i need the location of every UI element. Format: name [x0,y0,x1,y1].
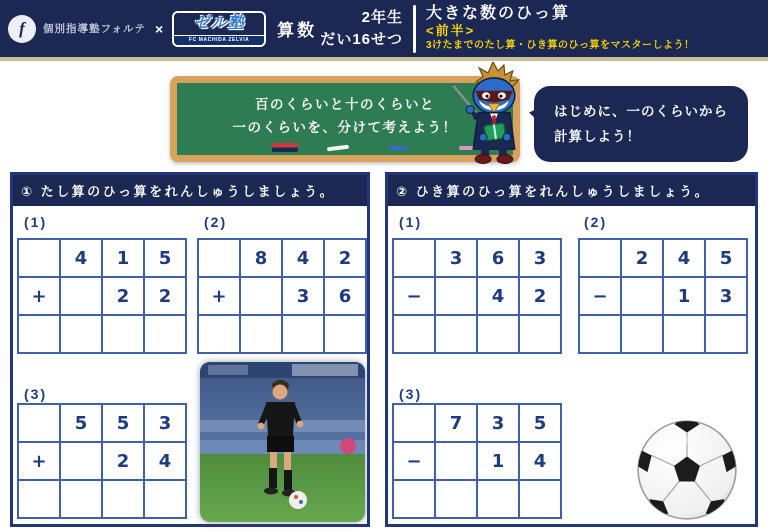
digit-cell: 5 [102,404,144,442]
zeljuku-logo [172,11,266,47]
answer-cell [18,404,60,442]
calc-grid-sub-3 [392,403,562,519]
answer-cell [393,239,435,277]
speech-line2: 計算しよう！ [554,128,641,144]
answer-cell [144,315,186,353]
answer-cell [621,277,663,315]
digit-cell: 4 [663,239,705,277]
answer-cell [393,404,435,442]
forte-initial: f [19,18,25,38]
digit-cell: 4 [144,442,186,480]
answer-cell [435,442,477,480]
operator-cell: − [393,277,435,315]
grade-lesson-block [320,7,403,51]
digit-cell: 1 [102,239,144,277]
answer-cell [477,315,519,353]
brand-group [8,11,317,47]
problem-label: (1) [399,214,423,230]
zeljuku-logo-text: ゼル塾 [174,13,264,35]
digit-cell: 2 [102,277,144,315]
answer-cell [519,315,561,353]
digit-cell: 8 [240,239,282,277]
operator-cell: + [18,277,60,315]
digit-cell: 5 [519,404,561,442]
answer-cell [324,315,366,353]
answer-cell [102,315,144,353]
player-photo [200,362,365,522]
answer-cell [60,442,102,480]
speech-bubble [534,86,748,162]
answer-cell [282,315,324,353]
title-block [426,5,756,52]
digit-cell: 3 [477,404,519,442]
answer-cell [144,480,186,518]
header-underline [0,57,768,61]
digit-cell: 1 [663,277,705,315]
calc-grid-sub-2 [578,238,748,354]
digit-cell: 2 [144,277,186,315]
speech-line1: はじめに、一のくらいから [554,104,728,119]
answer-cell [435,480,477,518]
answer-cell [663,315,705,353]
grade-label: 2年生 [361,8,403,26]
calc-grid-add-1 [17,238,187,354]
problem-label: (2) [204,214,228,230]
digit-cell: 3 [282,277,324,315]
goal-text: 3けたまでのたし算・ひき算のひっ算をマスターしよう！ [426,40,695,52]
answer-cell [579,239,621,277]
answer-cell [435,315,477,353]
header-divider [413,5,416,53]
subtraction-heading: ② ひき算のひっ算をれんしゅうしましょう。 [388,175,755,206]
operator-cell: − [579,277,621,315]
answer-cell [18,480,60,518]
subject-label: 算数 [277,21,318,40]
calc-grid-sub-1 [392,238,562,354]
answer-cell [60,315,102,353]
answer-cell [198,315,240,353]
digit-cell: 2 [102,442,144,480]
digit-cell: 5 [60,404,102,442]
header [0,0,768,57]
addition-section [10,172,370,527]
digit-cell: 4 [282,239,324,277]
digit-cell: 6 [477,239,519,277]
answer-cell [477,480,519,518]
digit-cell: 6 [324,277,366,315]
digit-cell: 2 [519,277,561,315]
answer-cell [18,315,60,353]
answer-cell [579,315,621,353]
digit-cell: 4 [519,442,561,480]
answer-cell [60,277,102,315]
problem-label: (3) [399,386,423,402]
digit-cell: 5 [705,239,747,277]
digit-cell: 4 [477,277,519,315]
answer-cell [198,239,240,277]
problem-label: (2) [584,214,608,230]
forte-logo-icon [8,15,36,43]
header-right [320,5,756,53]
answer-cell [18,239,60,277]
digit-cell: 4 [60,239,102,277]
page-subtitle: <前半> [426,23,476,39]
digit-cell: 3 [144,404,186,442]
chalk-blue-icon [389,146,407,150]
operator-cell: + [198,277,240,315]
answer-cell [705,315,747,353]
answer-cell [240,277,282,315]
digit-cell: 5 [144,239,186,277]
digit-cell: 1 [477,442,519,480]
problem-label: (1) [24,214,48,230]
digit-cell: 7 [435,404,477,442]
operator-cell: + [18,442,60,480]
page-title: 大きな数のひっ算 [426,5,571,23]
digit-cell: 3 [435,239,477,277]
eraser-icon [272,143,298,152]
forte-brand-label: 個別指導塾フォルテ [43,23,146,35]
answer-cell [102,480,144,518]
digit-cell: 3 [705,277,747,315]
operator-cell: − [393,442,435,480]
zelvia-club-label: FC MACHIDA ZELVIA [174,35,264,45]
answer-cell [519,480,561,518]
cross-mark: × [154,20,164,37]
soccer-ball-icon [633,418,741,522]
answer-cell [435,277,477,315]
answer-cell [240,315,282,353]
answer-cell [60,480,102,518]
answer-cell [393,315,435,353]
calc-grid-add-3 [17,403,187,519]
addition-heading: ① たし算のひっ算をれんしゅうしましょう。 [13,175,367,206]
answer-cell [621,315,663,353]
digit-cell: 2 [621,239,663,277]
subtraction-section [385,172,758,527]
chalkboard-line2: 一のくらいを、分けて考えよう！ [232,119,458,135]
chalkboard-line1: 百のくらいと十のくらいと [255,96,435,112]
problem-label: (3) [24,386,48,402]
digit-cell: 3 [519,239,561,277]
calc-grid-add-2 [197,238,367,354]
answer-cell [393,480,435,518]
digit-cell: 2 [324,239,366,277]
lesson-label: だい16せつ [320,30,403,48]
